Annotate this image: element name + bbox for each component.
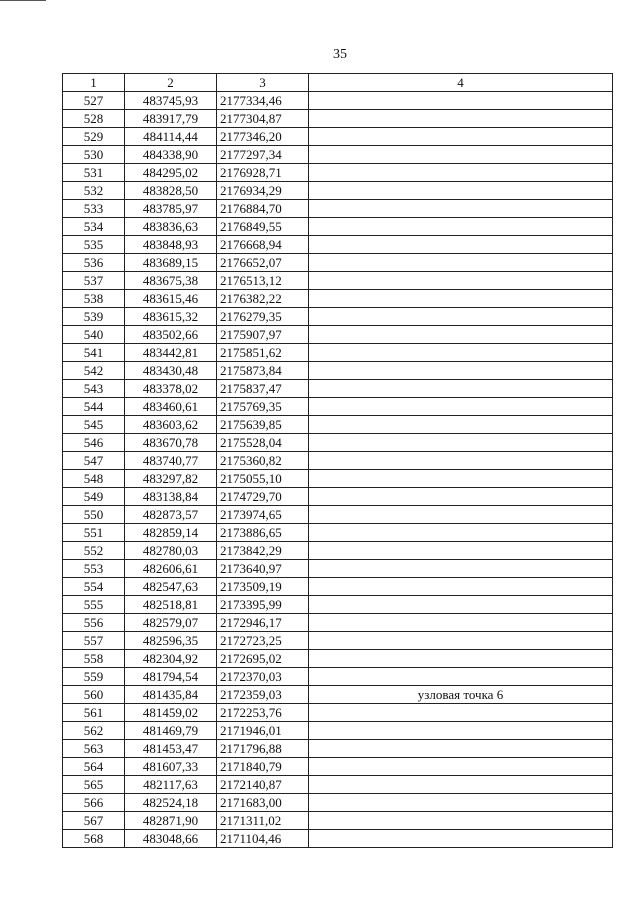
- table-row: [63, 668, 613, 686]
- table-row: [63, 470, 613, 488]
- y-coordinate-cell: 2176884,70: [217, 200, 309, 218]
- x-coordinate-cell: 483615,32: [125, 308, 217, 326]
- point-number-cell: 567: [63, 812, 125, 830]
- x-coordinate-cell: 481607,33: [125, 758, 217, 776]
- point-number-cell: 562: [63, 722, 125, 740]
- note-cell: [309, 218, 613, 236]
- x-coordinate-cell: 482524,18: [125, 794, 217, 812]
- x-coordinate-cell: 483689,15: [125, 254, 217, 272]
- note-cell: [309, 92, 613, 110]
- point-number-cell: 547: [63, 452, 125, 470]
- point-number-cell: 566: [63, 794, 125, 812]
- y-coordinate-cell: 2173395,99: [217, 596, 309, 614]
- point-number-cell: 542: [63, 362, 125, 380]
- x-coordinate-cell: 482873,57: [125, 506, 217, 524]
- x-coordinate-cell: 482596,35: [125, 632, 217, 650]
- table-row: [63, 524, 613, 542]
- y-coordinate-cell: 2175851,62: [217, 344, 309, 362]
- note-cell: [309, 272, 613, 290]
- note-cell: [309, 164, 613, 182]
- table-row: [63, 92, 613, 110]
- x-coordinate-cell: 483378,02: [125, 380, 217, 398]
- table-row: [63, 506, 613, 524]
- note-cell: [309, 668, 613, 686]
- table-header-row: [63, 74, 613, 92]
- x-coordinate-cell: 483603,62: [125, 416, 217, 434]
- point-number-cell: 540: [63, 326, 125, 344]
- x-coordinate-cell: 481794,54: [125, 668, 217, 686]
- x-coordinate-cell: 482871,90: [125, 812, 217, 830]
- y-coordinate-cell: 2177304,87: [217, 110, 309, 128]
- x-coordinate-cell: 483442,81: [125, 344, 217, 362]
- table-row: [63, 740, 613, 758]
- y-coordinate-cell: 2171104,46: [217, 830, 309, 848]
- table-row: [63, 488, 613, 506]
- point-number-cell: 557: [63, 632, 125, 650]
- table-row: [63, 308, 613, 326]
- y-coordinate-cell: 2171946,01: [217, 722, 309, 740]
- x-coordinate-cell: 482859,14: [125, 524, 217, 542]
- x-coordinate-cell: 481435,84: [125, 686, 217, 704]
- table-row: [63, 686, 613, 704]
- note-cell: [309, 416, 613, 434]
- note-cell: [309, 236, 613, 254]
- point-number-cell: 568: [63, 830, 125, 848]
- y-coordinate-cell: 2176849,55: [217, 218, 309, 236]
- y-coordinate-cell: 2171311,02: [217, 812, 309, 830]
- y-coordinate-cell: 2172723,25: [217, 632, 309, 650]
- note-cell: [309, 524, 613, 542]
- table-row: [63, 182, 613, 200]
- y-coordinate-cell: 2177334,46: [217, 92, 309, 110]
- table-row: [63, 578, 613, 596]
- note-cell: [309, 812, 613, 830]
- note-cell: [309, 308, 613, 326]
- table-row: [63, 200, 613, 218]
- x-coordinate-cell: 483502,66: [125, 326, 217, 344]
- note-cell: [309, 470, 613, 488]
- y-coordinate-cell: 2173640,97: [217, 560, 309, 578]
- table-row: [63, 758, 613, 776]
- y-coordinate-cell: 2176928,71: [217, 164, 309, 182]
- note-cell: [309, 326, 613, 344]
- point-number-cell: 543: [63, 380, 125, 398]
- note-cell: [309, 380, 613, 398]
- table-row: [63, 164, 613, 182]
- note-cell: [309, 254, 613, 272]
- x-coordinate-cell: 482579,07: [125, 614, 217, 632]
- x-coordinate-cell: 483297,82: [125, 470, 217, 488]
- note-cell: узловая точка 6: [309, 686, 613, 704]
- point-number-cell: 558: [63, 650, 125, 668]
- x-coordinate-cell: 483460,61: [125, 398, 217, 416]
- note-cell: [309, 596, 613, 614]
- note-cell: [309, 200, 613, 218]
- table-row: [63, 830, 613, 848]
- x-coordinate-cell: 482606,61: [125, 560, 217, 578]
- table-row: [63, 560, 613, 578]
- y-coordinate-cell: 2171840,79: [217, 758, 309, 776]
- note-cell: [309, 704, 613, 722]
- y-coordinate-cell: 2171796,88: [217, 740, 309, 758]
- table-body: [63, 92, 613, 848]
- note-cell: [309, 542, 613, 560]
- x-coordinate-cell: 483740,77: [125, 452, 217, 470]
- note-cell: [309, 146, 613, 164]
- table-row: [63, 794, 613, 812]
- y-coordinate-cell: 2172253,76: [217, 704, 309, 722]
- note-cell: [309, 830, 613, 848]
- table-row: [63, 776, 613, 794]
- table-row: [63, 290, 613, 308]
- table-row: [63, 326, 613, 344]
- x-coordinate-cell: 482547,63: [125, 578, 217, 596]
- x-coordinate-cell: 484295,02: [125, 164, 217, 182]
- point-number-cell: 546: [63, 434, 125, 452]
- point-number-cell: 551: [63, 524, 125, 542]
- y-coordinate-cell: 2175873,84: [217, 362, 309, 380]
- point-number-cell: 535: [63, 236, 125, 254]
- y-coordinate-cell: 2176934,29: [217, 182, 309, 200]
- note-cell: [309, 560, 613, 578]
- x-coordinate-cell: 483430,48: [125, 362, 217, 380]
- note-cell: [309, 506, 613, 524]
- point-number-cell: 548: [63, 470, 125, 488]
- y-coordinate-cell: 2175055,10: [217, 470, 309, 488]
- point-number-cell: 553: [63, 560, 125, 578]
- y-coordinate-cell: 2172946,17: [217, 614, 309, 632]
- y-coordinate-cell: 2175639,85: [217, 416, 309, 434]
- y-coordinate-cell: 2175837,47: [217, 380, 309, 398]
- y-coordinate-cell: 2177346,20: [217, 128, 309, 146]
- table-row: [63, 380, 613, 398]
- table-row: [63, 722, 613, 740]
- y-coordinate-cell: 2172370,03: [217, 668, 309, 686]
- point-number-cell: 527: [63, 92, 125, 110]
- point-number-cell: 565: [63, 776, 125, 794]
- y-coordinate-cell: 2176652,07: [217, 254, 309, 272]
- point-number-cell: 531: [63, 164, 125, 182]
- x-coordinate-cell: 483785,97: [125, 200, 217, 218]
- point-number-cell: 563: [63, 740, 125, 758]
- table-row: [63, 362, 613, 380]
- point-number-cell: 530: [63, 146, 125, 164]
- coordinates-table: [62, 73, 613, 848]
- x-coordinate-cell: 481459,02: [125, 704, 217, 722]
- point-number-cell: 560: [63, 686, 125, 704]
- note-cell: [309, 650, 613, 668]
- point-number-cell: 559: [63, 668, 125, 686]
- x-coordinate-cell: 483828,50: [125, 182, 217, 200]
- point-number-cell: 555: [63, 596, 125, 614]
- x-coordinate-cell: 483917,79: [125, 110, 217, 128]
- note-cell: [309, 776, 613, 794]
- table-row: [63, 650, 613, 668]
- column-header-1: 1: [63, 74, 125, 92]
- y-coordinate-cell: 2173509,19: [217, 578, 309, 596]
- point-number-cell: 532: [63, 182, 125, 200]
- x-coordinate-cell: 481469,79: [125, 722, 217, 740]
- point-number-cell: 564: [63, 758, 125, 776]
- table-row: [63, 398, 613, 416]
- note-cell: [309, 632, 613, 650]
- table-row: [63, 434, 613, 452]
- x-coordinate-cell: 483138,84: [125, 488, 217, 506]
- point-number-cell: 554: [63, 578, 125, 596]
- y-coordinate-cell: 2171683,00: [217, 794, 309, 812]
- note-cell: [309, 722, 613, 740]
- x-coordinate-cell: 482518,81: [125, 596, 217, 614]
- x-coordinate-cell: 483848,93: [125, 236, 217, 254]
- y-coordinate-cell: 2176513,12: [217, 272, 309, 290]
- y-coordinate-cell: 2173886,65: [217, 524, 309, 542]
- column-header-4: 4: [309, 74, 613, 92]
- table-row: [63, 272, 613, 290]
- note-cell: [309, 398, 613, 416]
- y-coordinate-cell: 2173842,29: [217, 542, 309, 560]
- note-cell: [309, 344, 613, 362]
- point-number-cell: 552: [63, 542, 125, 560]
- table-row: [63, 812, 613, 830]
- note-cell: [309, 362, 613, 380]
- point-number-cell: 544: [63, 398, 125, 416]
- x-coordinate-cell: 482304,92: [125, 650, 217, 668]
- x-coordinate-cell: 483670,78: [125, 434, 217, 452]
- note-cell: [309, 452, 613, 470]
- table-row: [63, 416, 613, 434]
- point-number-cell: 556: [63, 614, 125, 632]
- note-cell: [309, 110, 613, 128]
- x-coordinate-cell: 483745,93: [125, 92, 217, 110]
- note-cell: [309, 614, 613, 632]
- x-coordinate-cell: 481453,47: [125, 740, 217, 758]
- point-number-cell: 533: [63, 200, 125, 218]
- table-row: [63, 344, 613, 362]
- point-number-cell: 536: [63, 254, 125, 272]
- table-row: [63, 632, 613, 650]
- x-coordinate-cell: 482780,03: [125, 542, 217, 560]
- point-number-cell: 541: [63, 344, 125, 362]
- x-coordinate-cell: 484338,90: [125, 146, 217, 164]
- x-coordinate-cell: 483615,46: [125, 290, 217, 308]
- y-coordinate-cell: 2176668,94: [217, 236, 309, 254]
- table-row: [63, 146, 613, 164]
- x-coordinate-cell: 482117,63: [125, 776, 217, 794]
- table-row: [63, 704, 613, 722]
- table-row: [63, 596, 613, 614]
- x-coordinate-cell: 483675,38: [125, 272, 217, 290]
- table-row: [63, 614, 613, 632]
- y-coordinate-cell: 2175528,04: [217, 434, 309, 452]
- point-number-cell: 549: [63, 488, 125, 506]
- point-number-cell: 528: [63, 110, 125, 128]
- x-coordinate-cell: 483048,66: [125, 830, 217, 848]
- x-coordinate-cell: 483836,63: [125, 218, 217, 236]
- point-number-cell: 561: [63, 704, 125, 722]
- table-row: [63, 542, 613, 560]
- column-header-2: 2: [125, 74, 217, 92]
- point-number-cell: 537: [63, 272, 125, 290]
- y-coordinate-cell: 2172359,03: [217, 686, 309, 704]
- y-coordinate-cell: 2175907,97: [217, 326, 309, 344]
- note-cell: [309, 758, 613, 776]
- table-row: [63, 452, 613, 470]
- table-row: [63, 128, 613, 146]
- point-number-cell: 539: [63, 308, 125, 326]
- y-coordinate-cell: 2173974,65: [217, 506, 309, 524]
- note-cell: [309, 434, 613, 452]
- y-coordinate-cell: 2174729,70: [217, 488, 309, 506]
- table-row: [63, 254, 613, 272]
- note-cell: [309, 740, 613, 758]
- scan-edge-line: [0, 0, 46, 1]
- y-coordinate-cell: 2172140,87: [217, 776, 309, 794]
- note-cell: [309, 290, 613, 308]
- page-number: 35: [333, 47, 347, 62]
- note-cell: [309, 488, 613, 506]
- note-cell: [309, 128, 613, 146]
- point-number-cell: 529: [63, 128, 125, 146]
- y-coordinate-cell: 2175360,82: [217, 452, 309, 470]
- table-row: [63, 236, 613, 254]
- note-cell: [309, 578, 613, 596]
- point-number-cell: 534: [63, 218, 125, 236]
- y-coordinate-cell: 2177297,34: [217, 146, 309, 164]
- y-coordinate-cell: 2176382,22: [217, 290, 309, 308]
- note-cell: [309, 794, 613, 812]
- table-row: [63, 110, 613, 128]
- y-coordinate-cell: 2176279,35: [217, 308, 309, 326]
- column-header-3: 3: [217, 74, 309, 92]
- table-row: [63, 218, 613, 236]
- x-coordinate-cell: 484114,44: [125, 128, 217, 146]
- point-number-cell: 550: [63, 506, 125, 524]
- note-cell: [309, 182, 613, 200]
- y-coordinate-cell: 2172695,02: [217, 650, 309, 668]
- point-number-cell: 545: [63, 416, 125, 434]
- point-number-cell: 538: [63, 290, 125, 308]
- y-coordinate-cell: 2175769,35: [217, 398, 309, 416]
